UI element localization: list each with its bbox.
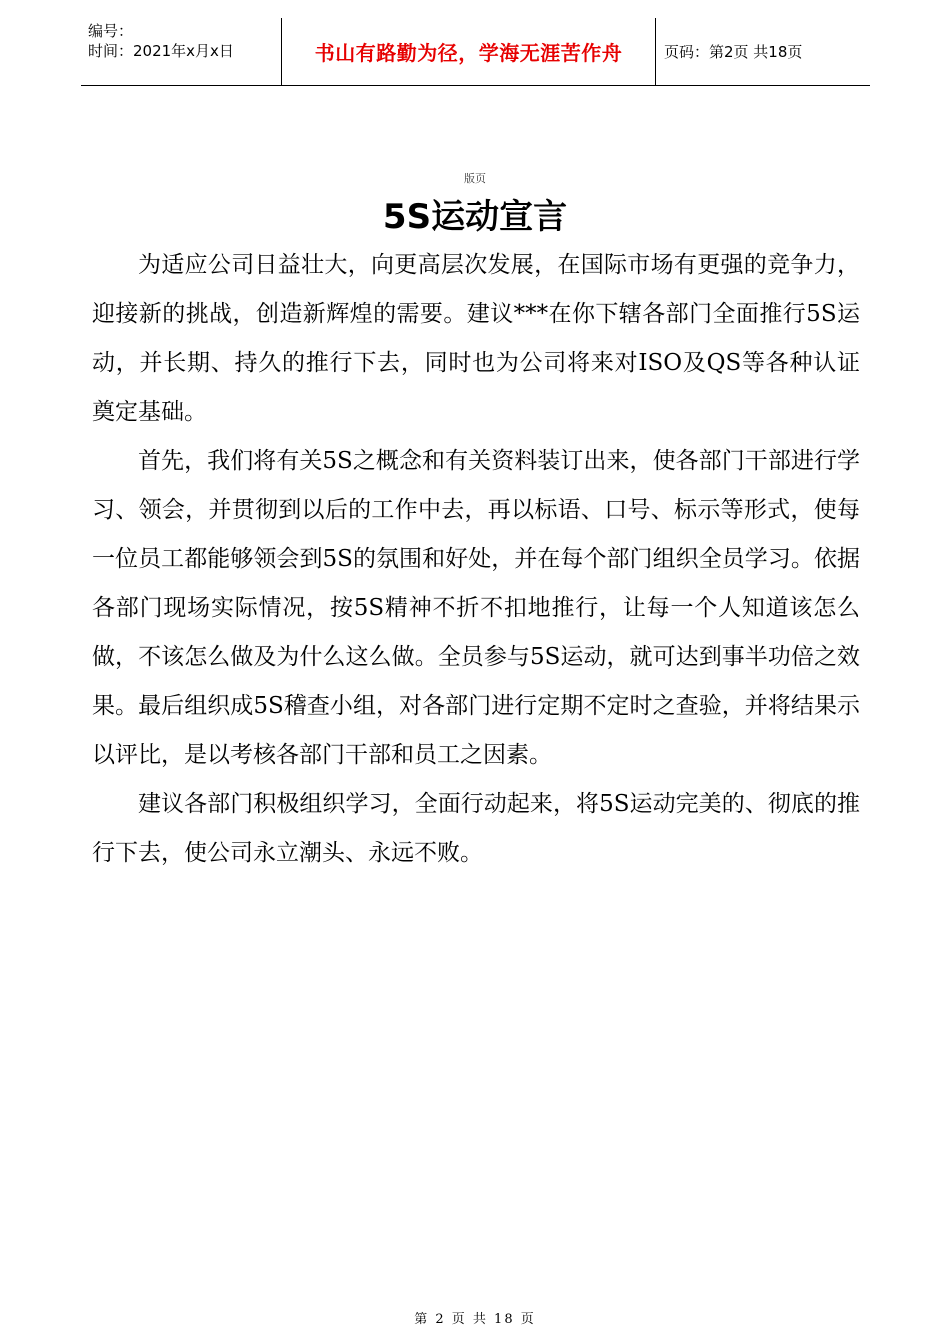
header-meta [81,18,281,85]
body-paragraph: 建议各部门积极组织学习，全面行动起来，将5S运动完美的、彻底的推行下去，使公司永立潮头、永远不败。 [92,791,860,866]
header-page-info: 页码：第2页 共18页 [664,43,803,61]
header-motto: 书山有路勤为径，学海无涯苦作舟 [281,18,656,85]
document-body [92,241,860,878]
page-title: 5S运动宣言 [382,197,568,237]
body-paragraph: 首先，我们将有关5S之概念和有关资料装订出来，使各部门干部进行学习、领会，并贯彻到以后的工作中去，再以标语、口号、标示等形式，使每一位员工都能够领会到5S的氛围和好处，并在每个部门组织全员学习。依据各部门现场实际情况，按5S精神不折不扣地推行，让每一个人知道该怎么做，不该怎么做及为什么这么做。全员参与5S运动，就可达到事半功倍之效果。最后组织成5S稽查小组，对各部门进行定期不定时之查验，并将结果示以评比，是以考核各部门干部和员工之因素。 [92,448,860,768]
document-header [81,18,870,86]
page-footer-number: 第 2 页 共 18 页 [414,1312,536,1327]
page-small-label: 版页 [464,172,486,185]
document-number-label: 编号： [88,22,134,40]
document-time: 时间：2021年x月x日 [88,42,234,60]
body-paragraph: 为适应公司日益壮大，向更高层次发展，在国际市场有更强的竞争力，迎接新的挑战，创造新辉煌的需要。建议***在你下辖各部门全面推行5S运动，并长期、持久的推行下去，同时也为公司将来对ISO及QS等各种认证奠定基础。 [92,252,860,425]
